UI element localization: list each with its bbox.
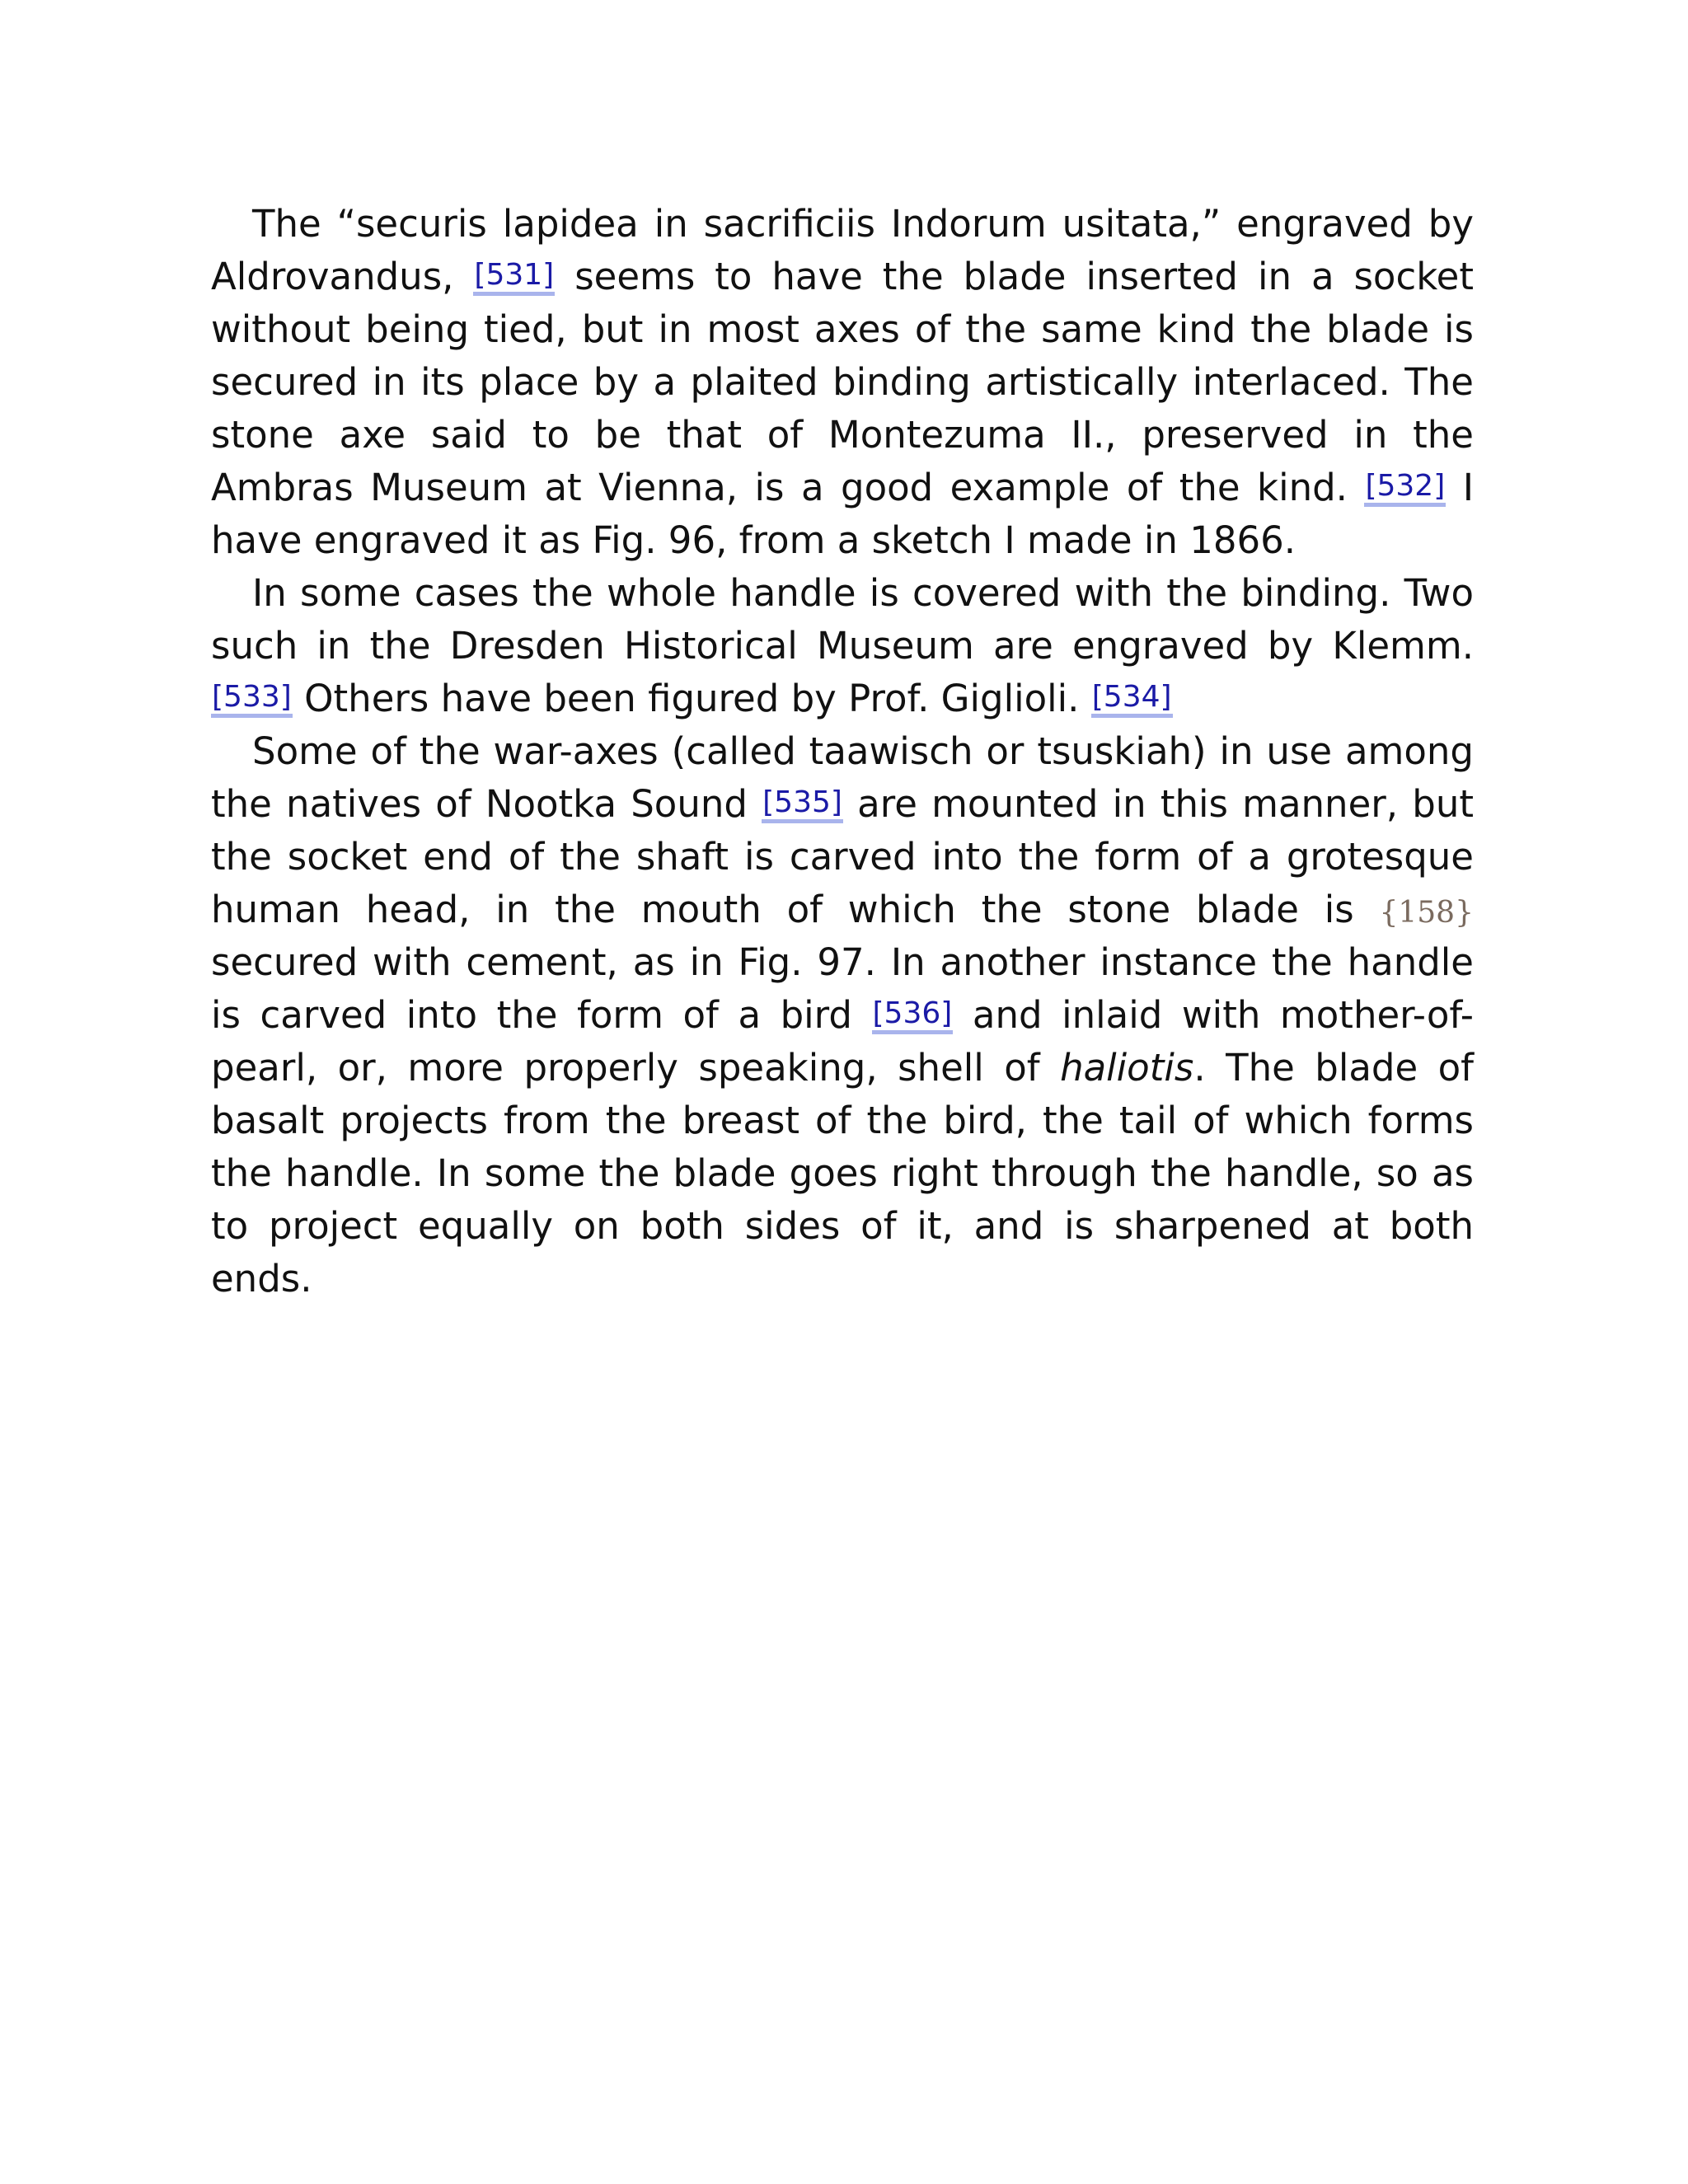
text-run: and inlaid with mother-of-pearl, or, more properly speaking, shell of — [211, 993, 1474, 1090]
footnote-link-531[interactable]: [531] — [473, 258, 555, 296]
footnote-link-533[interactable]: [533] — [211, 680, 293, 718]
text-run: . The blade of basalt projects from the breast of the bird, the tail of which forms the handle. In some the blade goes right through the handle, so as to project equally on both sides of it, and is sharpened at both ends. — [211, 1046, 1474, 1301]
footnote-link-535[interactable]: [535] — [762, 785, 843, 823]
text-run: I have engraved it as Fig. 96, from a sketch I made in 1866. — [211, 466, 1474, 562]
text-run: The “securis lapidea in sacrificiis Indorum usitata,” engraved by Aldrovandus, — [211, 202, 1474, 298]
paragraph-3 — [211, 725, 1474, 1305]
footnote-link-534[interactable]: [534] — [1091, 680, 1173, 718]
text-run: seems to have the blade inserted in a socket without being tied, but in most axes of the same kind the blade is secured in its place by a plaited binding artistically interlaced. The stone axe said to be that of Montezuma II., preserved in the Ambras Museum at Vienna, is a good example of the kind. — [211, 255, 1474, 509]
page-number-marker: {158} — [1379, 896, 1474, 930]
text-run: Some of the war-axes (called taawisch or tsuskiah) in use among the natives of Nootka Sound — [211, 729, 1474, 826]
footnote-link-536[interactable]: [536] — [872, 996, 954, 1034]
document-page — [211, 198, 1474, 1305]
italic-term: haliotis — [1060, 1046, 1194, 1090]
paragraph-1 — [211, 198, 1474, 567]
text-run: In some cases the whole handle is covered with the binding. Two such in the Dresden Historical Museum are engraved by Klemm. — [211, 571, 1474, 668]
paragraph-2 — [211, 567, 1474, 725]
footnote-link-532[interactable]: [532] — [1364, 469, 1446, 507]
text-run: secured with cement, as in Fig. 97. In another instance the handle is carved into the form of a bird — [211, 940, 1474, 1037]
text-run: Others have been figured by Prof. Giglioli. — [292, 677, 1091, 720]
text-run: are mounted in this manner, but the socket end of the shaft is carved into the form of a grotesque human head, in the mouth of which the stone blade is — [211, 782, 1474, 931]
